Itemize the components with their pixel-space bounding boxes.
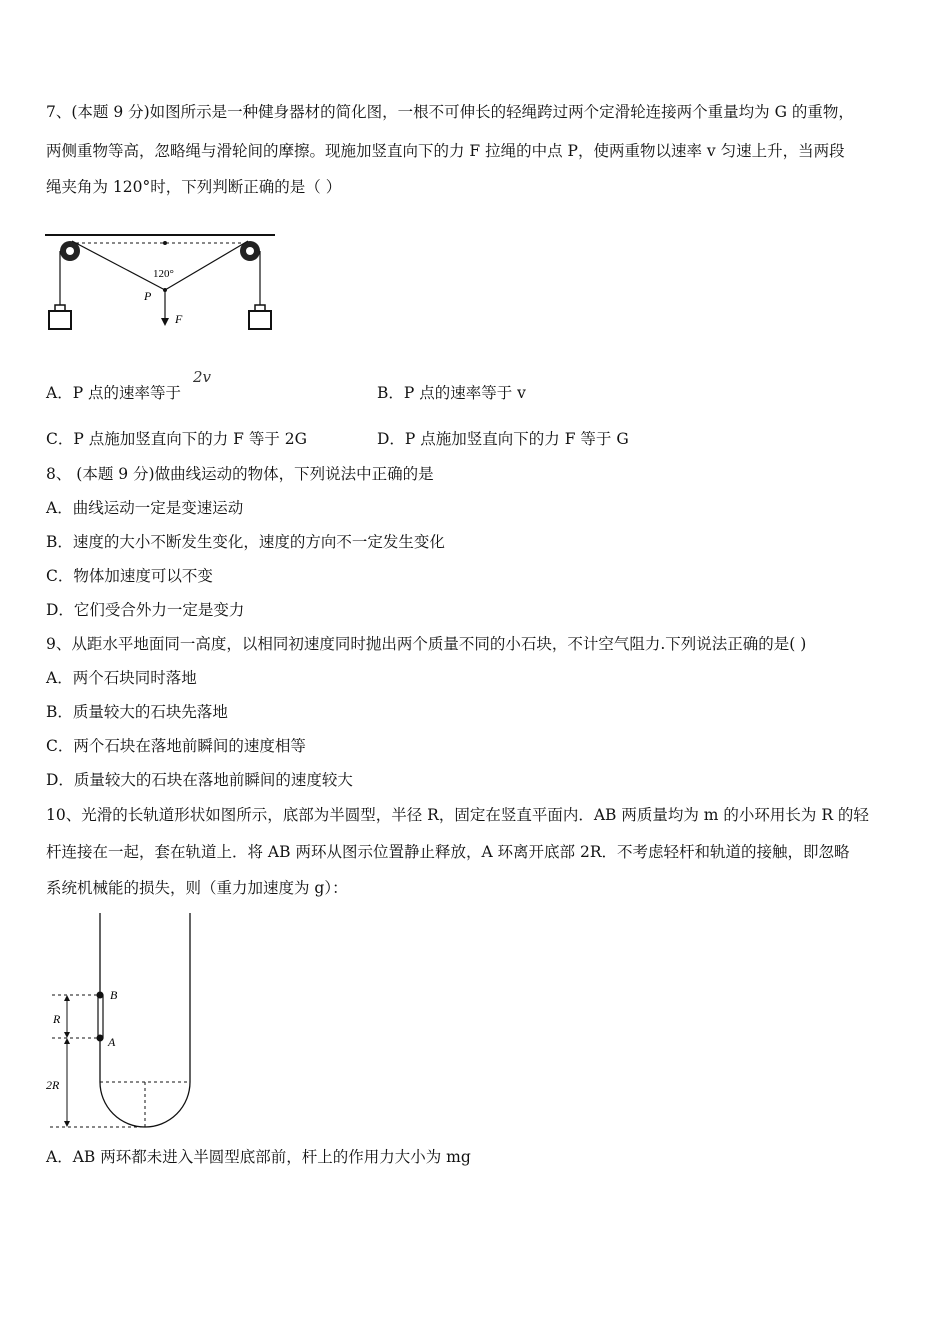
q10-label-b: B (110, 988, 118, 1002)
q10-stem-line-3: 系统机械能的损失，则（重力加速度为 g）： (46, 879, 348, 897)
q7-stem-line-2: 两侧重物等高，忽略绳与滑轮间的摩擦。现施加竖直向下的力 F 拉绳的中点 P，使两重物以速率 v 匀速上升，当两段 (46, 142, 845, 160)
q7-option-b: B．P 点的速率等于 v (377, 384, 526, 402)
q7-point-label: P (144, 289, 152, 303)
q10-label-r: R (53, 1012, 61, 1026)
q7-option-a-fraction: 2v (193, 368, 212, 386)
q7-stem-line-1: 7、(本题 9 分)如图所示是一种健身器材的简化图，一根不可伸长的轻绳跨过两个定滑轮连接两个重量均为 G 的重物， (46, 103, 854, 121)
q8-option-b: B．速度的大小不断发生变化，速度的方向不一定发生变化 (46, 533, 445, 551)
ring-b (97, 992, 104, 999)
q7-stem-line-3: 绳夹角为 120°时，下列判断正确的是（ ） (46, 178, 342, 196)
q10-label-a: A (108, 1035, 116, 1049)
q8-stem: 8、 (本题 9 分)做曲线运动的物体，下列说法中正确的是 (46, 465, 434, 483)
rod-ab (98, 995, 103, 1038)
q10-option-a: A．AB 两环都未进入半圆型底部前，杆上的作用力大小为 mg (46, 1148, 471, 1166)
q7-pulley-figure (40, 225, 285, 337)
q8-option-d: D．它们受合外力一定是变力 (46, 601, 245, 619)
q8-option-a: A．曲线运动一定是变速运动 (46, 499, 244, 517)
q9-option-c: C．两个石块在落地前瞬间的速度相等 (46, 737, 306, 755)
ring-a (97, 1035, 104, 1042)
q10-stem-line-2: 杆连接在一起，套在轨道上．将 AB 两环从图示位置静止释放，A 环离开底部 2R．不考虑轻杆和轨道的接触，即忽略 (46, 843, 850, 861)
q9-stem: 9、从距水平地面同一高度，以相同初速度同时抛出两个质量不同的小石块，不计空气阻力.下列说法正确的是( ) (46, 635, 807, 653)
q10-stem-line-1: 10、光滑的长轨道形状如图所示，底部为半圆型，半径 R，固定在竖直平面内．AB 两质量均为 m 的小环用长为 R 的轻 (46, 806, 869, 824)
q7-force-label: F (175, 312, 183, 326)
left-weight (49, 305, 71, 329)
q10-label-2r: 2R (46, 1078, 60, 1092)
q7-option-c: C．P 点施加竖直向下的力 F 等于 2G (46, 430, 307, 448)
right-weight (249, 305, 271, 329)
q9-option-d: D．质量较大的石块在落地前瞬间的速度较大 (46, 771, 353, 789)
q7-option-d: D．P 点施加竖直向下的力 F 等于 G (377, 430, 629, 448)
q10-track-figure (40, 910, 210, 1135)
q7-option-a: A．P 点的速率等于 (46, 384, 182, 402)
q8-option-c: C．物体加速度可以不变 (46, 567, 213, 585)
q9-option-b: B．质量较大的石块先落地 (46, 703, 228, 721)
q9-option-a: A．两个石块同时落地 (46, 669, 197, 687)
q7-angle-label: 120° (153, 268, 174, 280)
